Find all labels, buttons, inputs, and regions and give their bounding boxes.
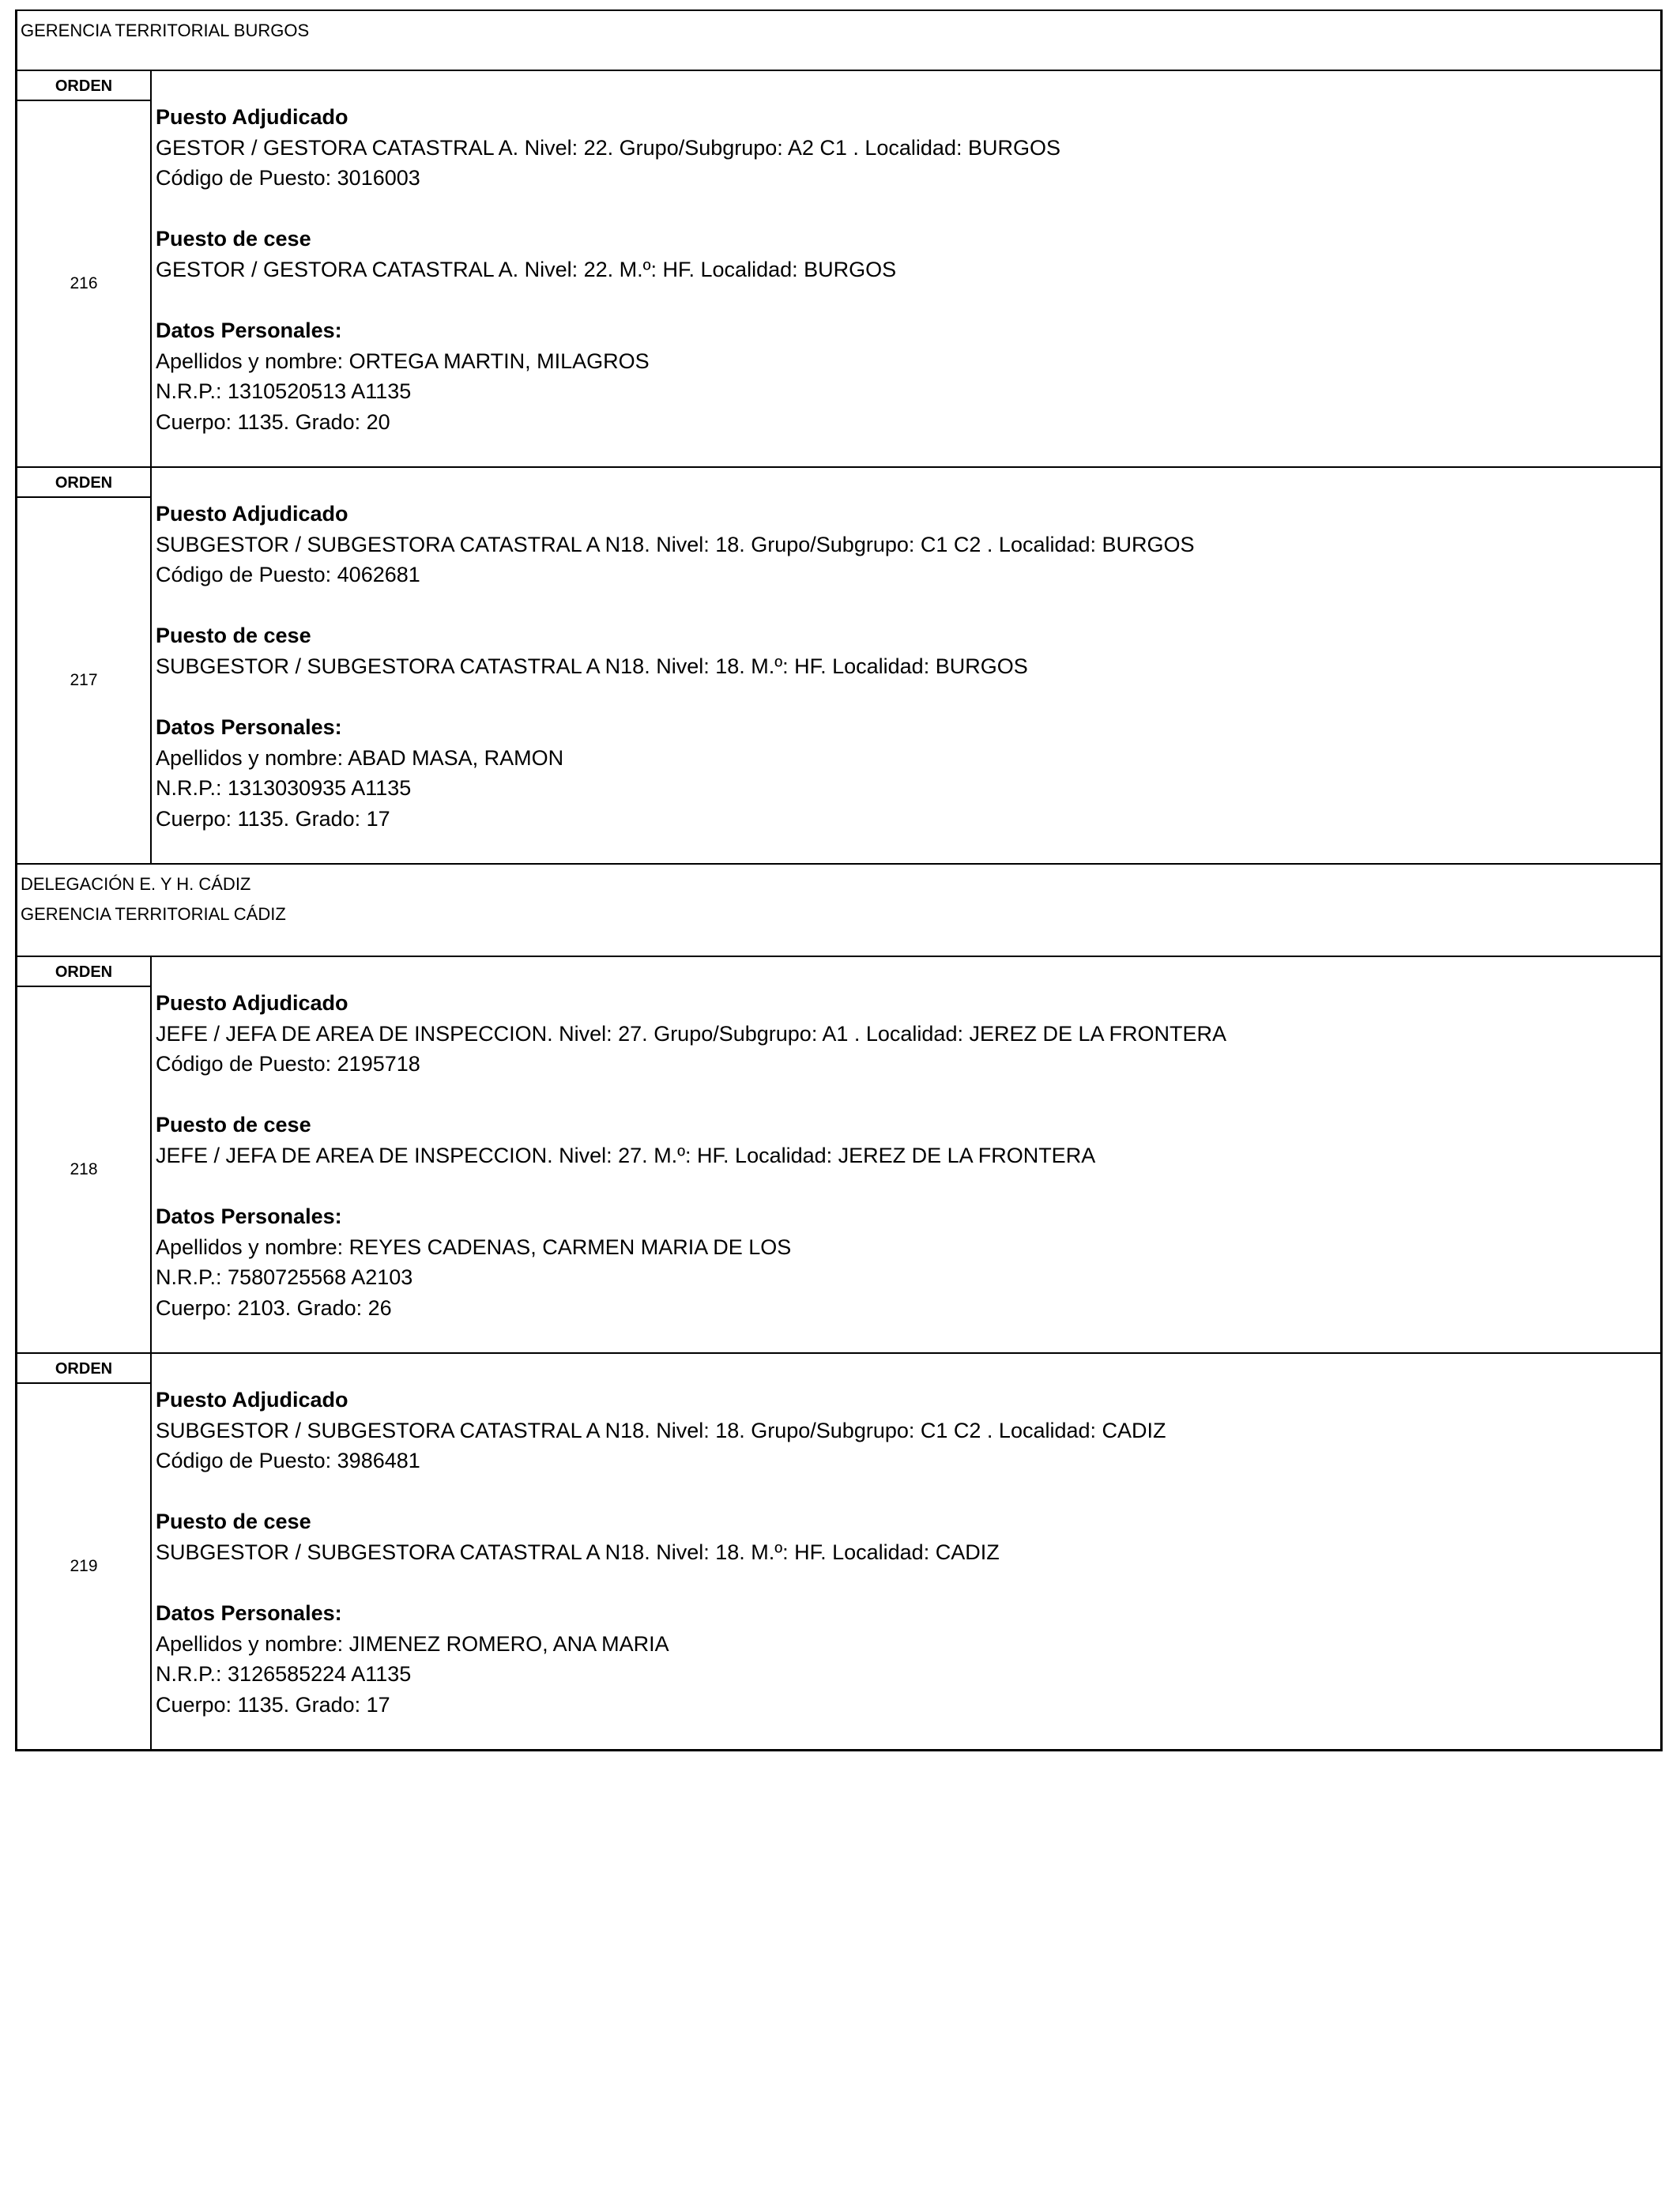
section-header-line: GERENCIA TERRITORIAL CÁDIZ bbox=[21, 904, 286, 924]
cese-label: Puesto de cese bbox=[156, 1510, 311, 1534]
cuerpo-line: Cuerpo: 1135. Grado: 17 bbox=[156, 806, 390, 831]
orden-column bbox=[17, 957, 152, 1352]
section-header-burgos bbox=[17, 11, 1660, 71]
table-row bbox=[17, 71, 1660, 468]
orden-header: ORDEN bbox=[17, 468, 150, 498]
orden-column bbox=[17, 71, 152, 466]
entry-details bbox=[152, 71, 1660, 466]
adjudicado-line: SUBGESTOR / SUBGESTORA CATASTRAL A N18. Nivel: 18. Grupo/Subgrupo: C1 C2 . Localidad: CADIZ bbox=[156, 1418, 1166, 1442]
datos-label: Datos Personales: bbox=[156, 1204, 342, 1229]
codigo-puesto: Código de Puesto: 3986481 bbox=[156, 1449, 420, 1473]
nrp-line: N.R.P.: 1313030935 A1135 bbox=[156, 776, 412, 801]
codigo-puesto: Código de Puesto: 3016003 bbox=[156, 166, 420, 190]
adjudicado-line: JEFE / JEFA DE AREA DE INSPECCION. Nivel: 27. Grupo/Subgrupo: A1 . Localidad: JEREZ DE LA FRONTERA bbox=[156, 1021, 1227, 1046]
cese-label: Puesto de cese bbox=[156, 624, 311, 648]
codigo-puesto: Código de Puesto: 4062681 bbox=[156, 563, 420, 587]
cuerpo-line: Cuerpo: 2103. Grado: 26 bbox=[156, 1295, 392, 1320]
cese-line: SUBGESTOR / SUBGESTORA CATASTRAL A N18. Nivel: 18. M.º: HF. Localidad: BURGOS bbox=[156, 654, 1028, 678]
table-row bbox=[17, 957, 1660, 1354]
nombre-line: Apellidos y nombre: ORTEGA MARTIN, MILAGROS bbox=[156, 349, 650, 373]
cese-line: JEFE / JEFA DE AREA DE INSPECCION. Nivel: 27. M.º: HF. Localidad: JEREZ DE LA FRONTERA bbox=[156, 1143, 1096, 1167]
adjudicado-label: Puesto Adjudicado bbox=[156, 991, 348, 1015]
cese-line: SUBGESTOR / SUBGESTORA CATASTRAL A N18. Nivel: 18. M.º: HF. Localidad: CADIZ bbox=[156, 1540, 1000, 1564]
document-table bbox=[15, 9, 1663, 1751]
datos-label: Datos Personales: bbox=[156, 715, 342, 740]
nrp-line: N.R.P.: 1310520513 A1135 bbox=[156, 379, 412, 404]
entry-details bbox=[152, 1354, 1660, 1749]
orden-number: 217 bbox=[70, 671, 98, 689]
orden-header: ORDEN bbox=[17, 71, 150, 101]
adjudicado-line: SUBGESTOR / SUBGESTORA CATASTRAL A N18. Nivel: 18. Grupo/Subgrupo: C1 C2 . Localidad: BURGOS bbox=[156, 532, 1195, 556]
nrp-line: N.R.P.: 7580725568 A2103 bbox=[156, 1265, 413, 1290]
cese-label: Puesto de cese bbox=[156, 227, 311, 251]
nombre-line: Apellidos y nombre: ABAD MASA, RAMON bbox=[156, 745, 564, 770]
section-header-line: DELEGACIÓN E. Y H. CÁDIZ bbox=[21, 874, 251, 894]
cuerpo-line: Cuerpo: 1135. Grado: 20 bbox=[156, 409, 390, 434]
adjudicado-line: GESTOR / GESTORA CATASTRAL A. Nivel: 22. Grupo/Subgrupo: A2 C1 . Localidad: BURGOS bbox=[156, 135, 1060, 160]
datos-label: Datos Personales: bbox=[156, 319, 342, 343]
table-row bbox=[17, 468, 1660, 865]
nrp-line: N.R.P.: 3126585224 A1135 bbox=[156, 1662, 412, 1687]
cese-label: Puesto de cese bbox=[156, 1113, 311, 1137]
orden-header: ORDEN bbox=[17, 1354, 150, 1384]
entry-details bbox=[152, 957, 1660, 1352]
cese-line: GESTOR / GESTORA CATASTRAL A. Nivel: 22. M.º: HF. Localidad: BURGOS bbox=[156, 257, 897, 281]
adjudicado-label: Puesto Adjudicado bbox=[156, 105, 348, 129]
adjudicado-label: Puesto Adjudicado bbox=[156, 502, 348, 526]
codigo-puesto: Código de Puesto: 2195718 bbox=[156, 1052, 420, 1076]
orden-header: ORDEN bbox=[17, 957, 150, 987]
section-header-cadiz bbox=[17, 865, 1660, 957]
orden-number: 218 bbox=[70, 1160, 98, 1178]
nombre-line: Apellidos y nombre: REYES CADENAS, CARMEN MARIA DE LOS bbox=[156, 1235, 792, 1259]
table-row bbox=[17, 1354, 1660, 1749]
adjudicado-label: Puesto Adjudicado bbox=[156, 1388, 348, 1412]
orden-number: 216 bbox=[70, 274, 98, 292]
nombre-line: Apellidos y nombre: JIMENEZ ROMERO, ANA MARIA bbox=[156, 1631, 669, 1656]
orden-column bbox=[17, 1354, 152, 1749]
entry-details bbox=[152, 468, 1660, 863]
cuerpo-line: Cuerpo: 1135. Grado: 17 bbox=[156, 1692, 390, 1717]
datos-label: Datos Personales: bbox=[156, 1601, 342, 1626]
section-header-line: GERENCIA TERRITORIAL BURGOS bbox=[21, 21, 310, 40]
orden-number: 219 bbox=[70, 1557, 98, 1575]
orden-column bbox=[17, 468, 152, 863]
